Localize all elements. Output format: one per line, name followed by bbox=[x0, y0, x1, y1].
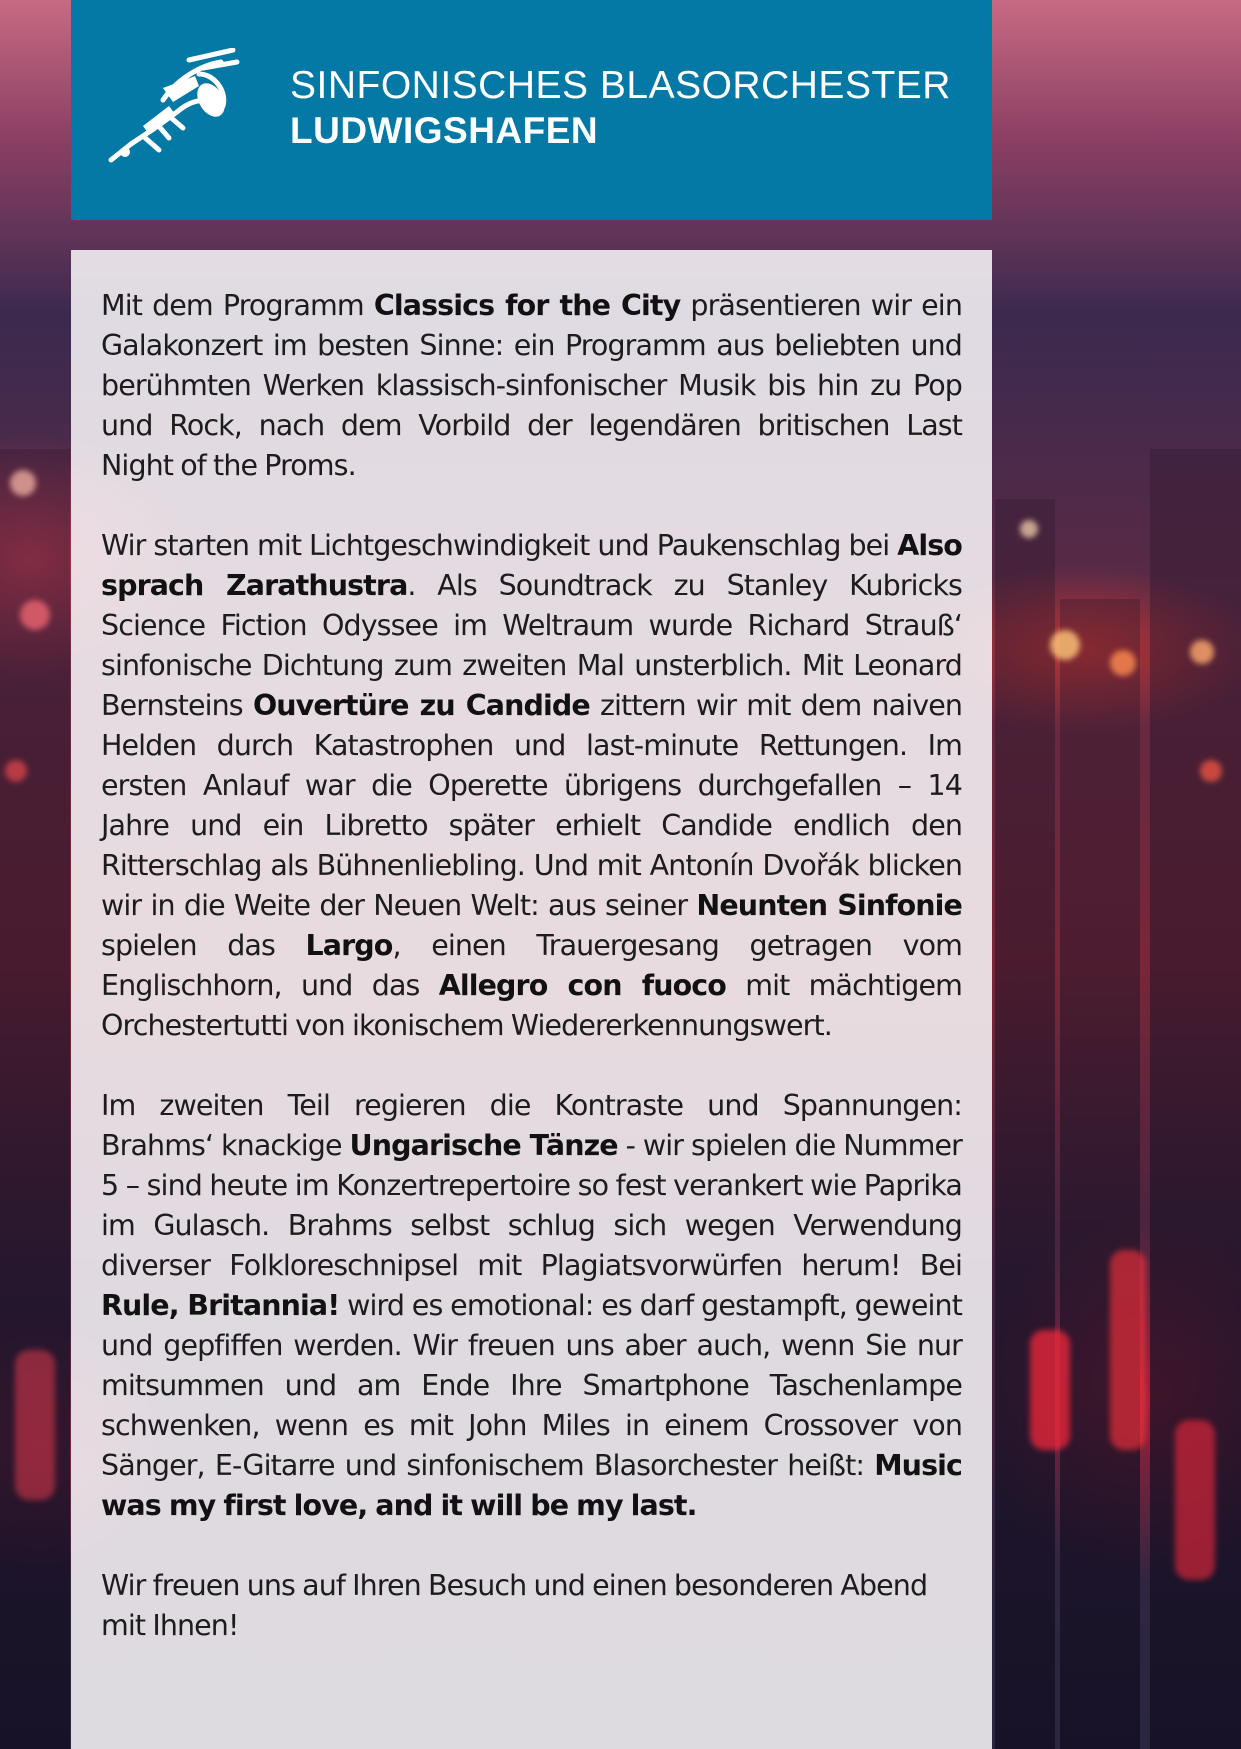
trumpet-player-icon bbox=[103, 48, 243, 172]
song-quote: Music was my first love, and it will be my last. bbox=[101, 1449, 962, 1522]
program-title: Classics for the City bbox=[373, 289, 681, 322]
paragraph-closing: Wir freuen uns auf Ihren Besuch und einen besonderen Abend mit Ihnen! bbox=[101, 1569, 928, 1642]
movement-title: Allegro con fuoco bbox=[438, 969, 726, 1002]
header-banner bbox=[71, 0, 992, 220]
paragraph-intro: Mit dem Programm Classics for the City präsentieren wir ein Galakonzert im besten Sinne: ein Programm aus beliebten und berühmten Werken klassisch-sinfonischer Musik bis hin zu Pop und Rock, nach dem Vorbild der legendären britischen Last Night of the Proms. bbox=[101, 289, 962, 482]
orchestra-name-line1: SINFONISCHES BLASORCHESTER bbox=[290, 64, 951, 107]
orchestra-name-line2: LUDWIGSHAFEN bbox=[290, 110, 599, 151]
movement-title: Largo bbox=[305, 929, 393, 962]
work-title: Ungarische Tänze bbox=[349, 1129, 618, 1162]
work-title: Also sprach Zarathustra bbox=[101, 529, 962, 602]
work-title: Ouvertüre zu Candide bbox=[252, 689, 590, 722]
paragraph-second-half: Im zweiten Teil regieren die Kontraste und Spannungen: Brahms‘ knackige Ungarische Tänze - wir spielen die Nummer 5 – sind heute im Konzertrepertoire so fest verankert wie Paprika im Gulasch. Brahms selbst schlug sich wegen Verwendung diverser Folkloreschnipsel mit Plagiatsvorwürfen herum! Bei Rule, Britannia! wird es emotional: es darf gestampft, geweint und gepfiffen werden. Wir freuen uns aber auch, wenn Sie nur mitsummen und am Ende Ihre Smartphone Taschenlampe schwenken, wenn es mit John Miles in einem Crossover von Sänger, E-Gitarre und sinfonischem Blasorchester heißt: Music was my first love, and it will be my last. bbox=[101, 1089, 962, 1522]
work-title: Neunten Sinfonie bbox=[696, 889, 962, 922]
work-title: Rule, Britannia! bbox=[101, 1289, 340, 1322]
program-text-panel bbox=[71, 250, 992, 1749]
paragraph-first-half: Wir starten mit Lichtgeschwindigkeit und Paukenschlag bei Also sprach Zarathustra. Als Soundtrack zu Stanley Kubricks Science Fiction Odyssee im Weltraum wurde Richard Strauß‘ sinfonische Dichtung zum zweiten Mal unsterblich. Mit Leonard Bernsteins Ouvertüre zu Candide zittern wir mit dem naiven Helden durch Katastrophen und last-minute Rettungen. Im ersten Anlauf war die Operette übrigens durchgefallen – 14 Jahre und ein Libretto später erhielt Candide endlich den Ritterschlag als Bühnenliebling. Und mit Antonín Dvořák blicken wir in die Weite der Neuen Welt: aus seiner Neunten Sinfonie spielen das Largo, einen Trauergesang getragen vom Englischhorn, und das Allegro con fuoco mit mächtigem Orchestertutti von ikonischem Wiedererkennungswert. bbox=[101, 529, 963, 1042]
